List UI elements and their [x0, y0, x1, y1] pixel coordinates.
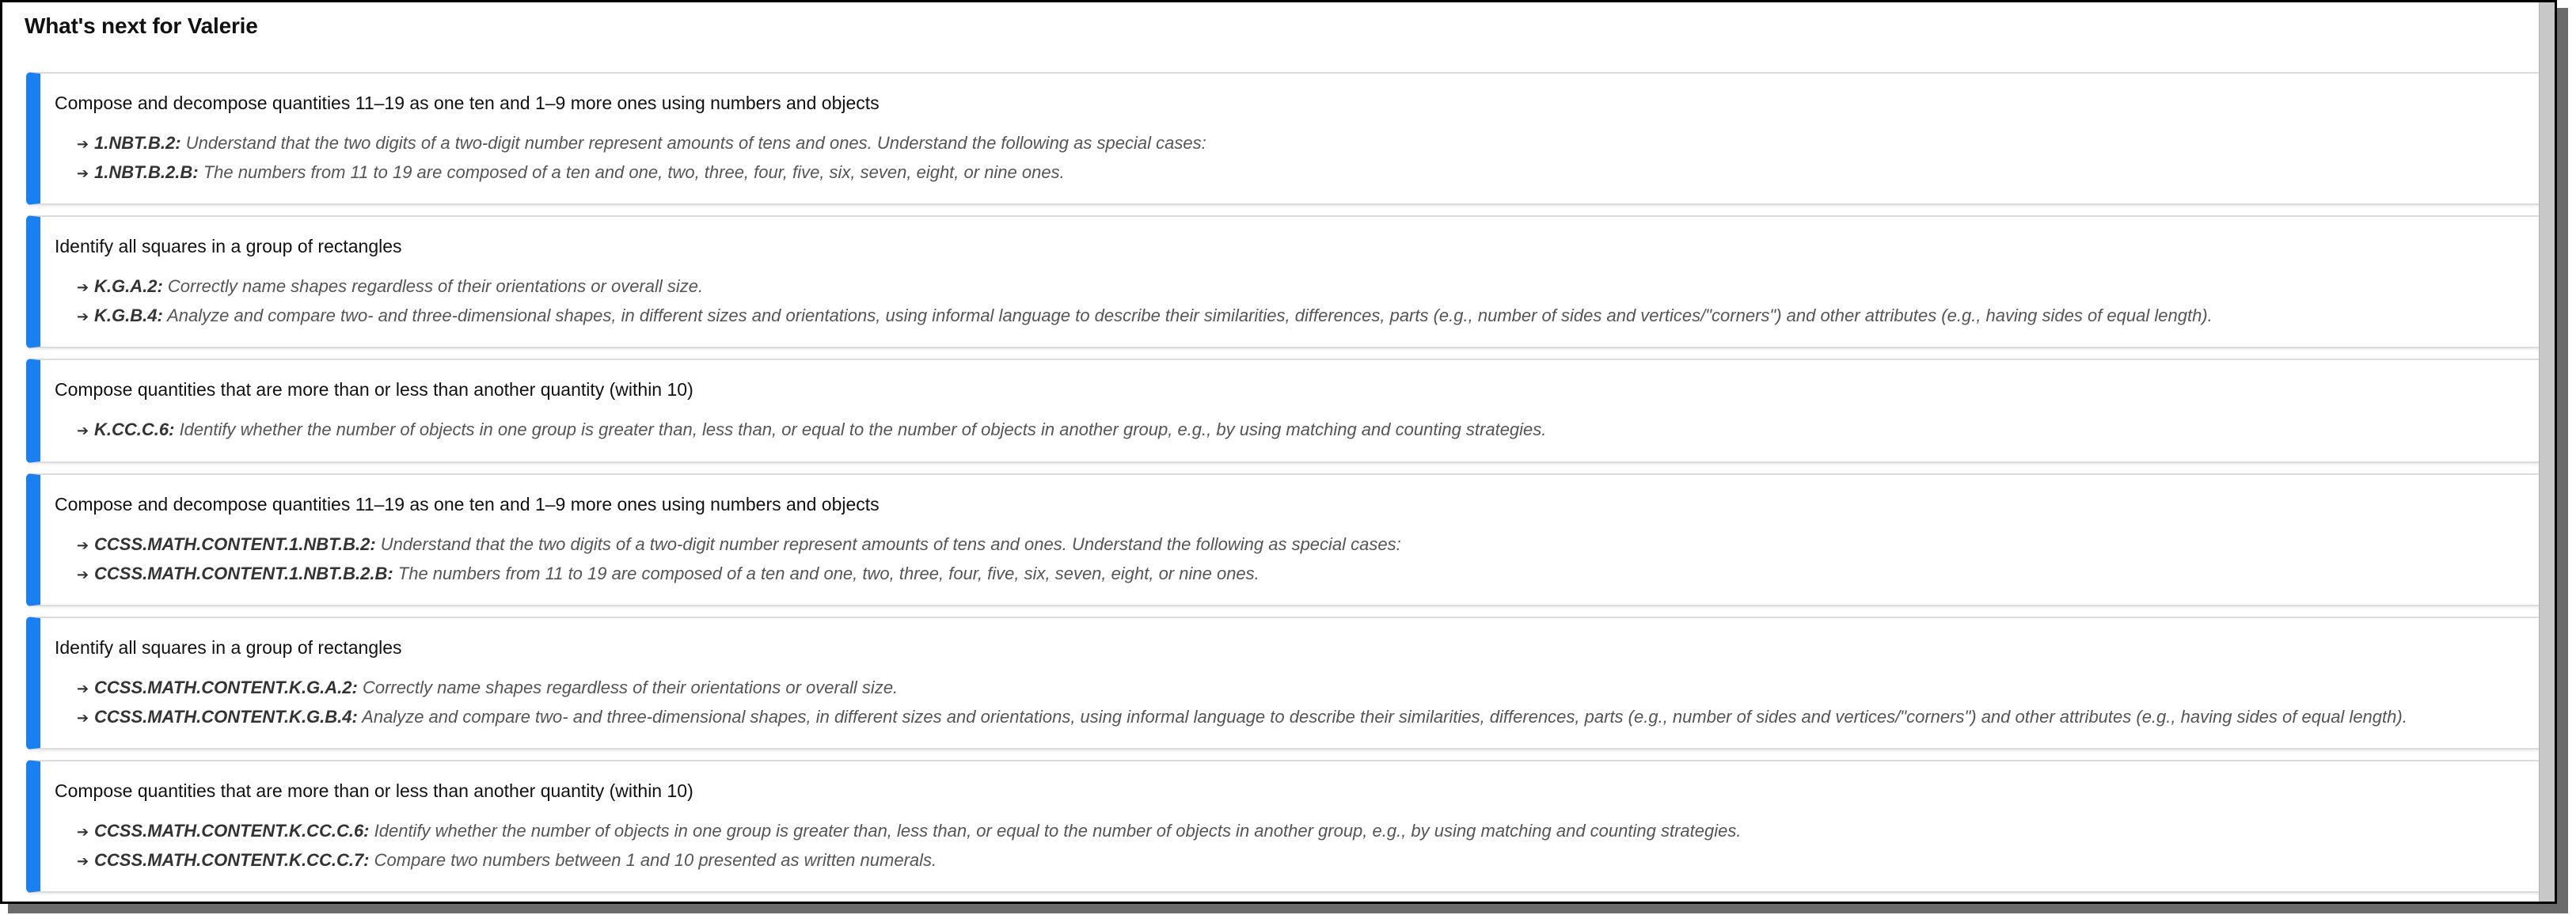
standard-item: [77, 530, 2530, 560]
standards-list: [55, 416, 2530, 445]
standard-item: [77, 703, 2530, 732]
skill-title: Compose and decompose quantities 11–19 as one ten and 1–9 more ones using numbers and objects: [55, 93, 880, 113]
standard-description: Understand that the two digits of a two-digit number represent amounts of tens and ones. Understand the following as special cases:: [375, 534, 1401, 554]
standard-description: Compare two numbers between 1 and 10 presented as written numerals.: [369, 850, 937, 870]
arrow-right-icon: ➔: [77, 537, 89, 553]
standard-description: Correctly name shapes regardless of their orientations or overall size.: [357, 678, 899, 697]
standard-item: [77, 674, 2530, 703]
skill-title: Compose quantities that are more than or less than another quantity (within 10): [55, 780, 693, 801]
standard-item: [77, 129, 2530, 158]
skill-card[interactable]: [26, 617, 2548, 750]
standards-list: [55, 674, 2530, 732]
standard-item: [77, 158, 2530, 188]
standards-list: [55, 129, 2530, 188]
window-shadow-right: [2557, 8, 2568, 910]
skill-card[interactable]: [26, 359, 2548, 463]
standards-list: [55, 530, 2530, 589]
standard-item: [77, 560, 2530, 589]
standard-code: K.CC.C.6:: [94, 420, 175, 439]
standard-description: The numbers from 11 to 19 are composed of a ten and one, two, three, four, five, six, seven, eight, or nine ones.: [393, 564, 1260, 583]
vertical-scrollbar[interactable]: [2539, 2, 2555, 904]
standard-item: [77, 272, 2530, 302]
standard-code: CCSS.MATH.CONTENT.K.CC.C.6:: [94, 821, 370, 841]
standard-code: CCSS.MATH.CONTENT.K.CC.C.7:: [94, 850, 370, 870]
standard-code: K.G.B.4:: [94, 306, 163, 325]
arrow-right-icon: ➔: [77, 136, 89, 152]
window-shadow-bottom: [8, 904, 2568, 913]
arrow-right-icon: ➔: [77, 309, 89, 325]
standard-code: CCSS.MATH.CONTENT.1.NBT.B.2.B:: [94, 564, 393, 583]
arrow-right-icon: ➔: [77, 423, 89, 439]
page-title: What's next for Valerie: [25, 13, 258, 38]
skill-title: Compose and decompose quantities 11–19 as one ten and 1–9 more ones using numbers and objects: [55, 494, 880, 514]
standards-list: [55, 272, 2530, 331]
skill-card[interactable]: [26, 760, 2548, 893]
standard-code: 1.NBT.B.2.B:: [94, 162, 199, 182]
arrow-right-icon: ➔: [77, 853, 89, 869]
standard-item: [77, 817, 2530, 846]
standards-list: [55, 817, 2530, 875]
standard-code: CCSS.MATH.CONTENT.K.G.A.2:: [94, 678, 358, 697]
skill-title: Identify all squares in a group of rectangles: [55, 637, 402, 658]
standard-description: Analyze and compare two- and three-dimensional shapes, in different sizes and orientations, using informal language to describe their similarities, differences, parts (e.g., number of sides and vertices/"corners") and other attributes (e.g., having sides of equal length).: [162, 306, 2213, 325]
standard-item: [77, 416, 2530, 445]
standard-item: [77, 302, 2530, 331]
standard-description: Identify whether the number of objects in one group is greater than, less than, or equal to the number of objects in another group, e.g., by using matching and counting strategies.: [174, 420, 1547, 439]
skill-title: Compose quantities that are more than or less than another quantity (within 10): [55, 379, 693, 400]
standard-item: [77, 846, 2530, 875]
skill-card[interactable]: [26, 473, 2548, 606]
arrow-right-icon: ➔: [77, 824, 89, 840]
skill-title: Identify all squares in a group of rectangles: [55, 236, 402, 256]
skill-card-list: [26, 72, 2548, 903]
standard-description: Correctly name shapes regardless of their orientations or overall size.: [162, 276, 704, 296]
standard-code: CCSS.MATH.CONTENT.1.NBT.B.2:: [94, 534, 376, 554]
standard-code: K.G.A.2:: [94, 276, 163, 296]
arrow-right-icon: ➔: [77, 165, 89, 181]
arrow-right-icon: ➔: [77, 681, 89, 697]
standard-description: Analyze and compare two- and three-dimensional shapes, in different sizes and orientations, using informal language to describe their similarities, differences, parts (e.g., number of sides and vertices/"corners") and other attributes (e.g., having sides of equal length).: [357, 707, 2407, 727]
standard-code: CCSS.MATH.CONTENT.K.G.B.4:: [94, 707, 358, 727]
arrow-right-icon: ➔: [77, 710, 89, 726]
arrow-right-icon: ➔: [77, 279, 89, 295]
arrow-right-icon: ➔: [77, 567, 89, 583]
standard-description: Understand that the two digits of a two-digit number represent amounts of tens and ones. Understand the following as special cases:: [180, 133, 1206, 153]
standard-code: 1.NBT.B.2:: [94, 133, 181, 153]
standard-description: The numbers from 11 to 19 are composed of a ten and one, two, three, four, five, six, seven, eight, or nine ones.: [198, 162, 1065, 182]
standard-description: Identify whether the number of objects in one group is greater than, less than, or equal to the number of objects in another group, e.g., by using matching and counting strategies.: [369, 821, 1742, 841]
skill-card[interactable]: [26, 215, 2548, 348]
skill-card[interactable]: [26, 72, 2548, 205]
